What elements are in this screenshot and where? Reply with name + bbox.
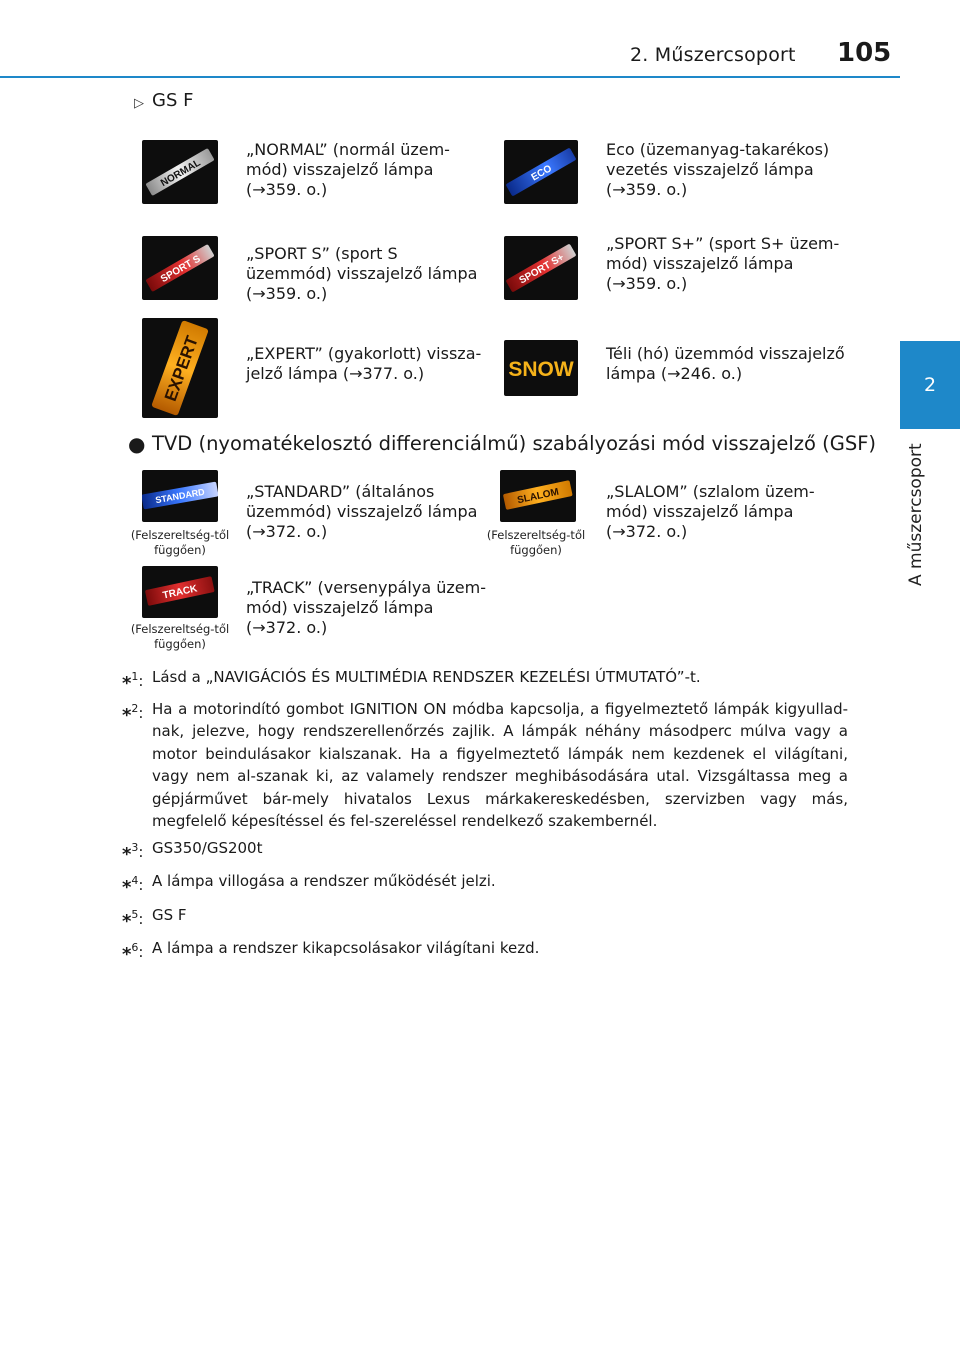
footnote-text: A lámpa villogása a rendszer működését jelzi. [152, 872, 496, 890]
normal-indicator-icon [142, 140, 218, 204]
chapter-tab [900, 341, 960, 429]
svg-text:TRACK: TRACK [161, 583, 199, 602]
eco-description: Eco (üzemanyag-takarékos) vezetés visszajelző lámpa (→359. o.) [606, 140, 830, 199]
sport-s-plus-description: „SPORT S+” (sport S+ üzem-mód) visszajelző lámpa (→359. o.) [606, 234, 840, 293]
eco-indicator-icon [504, 140, 578, 204]
gsf-heading: GS F [152, 90, 194, 111]
snow-description: Téli (hó) üzemmód visszajelző lámpa (→246. o.) [606, 344, 845, 383]
track-description: „TRACK” (versenypálya üzem-mód) visszajelző lámpa (→372. o.) [246, 578, 486, 637]
svg-text:EXPERT: EXPERT [160, 333, 202, 404]
slalom-description: „SLALOM” (szlalom üzem-mód) visszajelző lámpa (→372. o.) [606, 482, 815, 541]
footnote-mark: *$^1$: [122, 670, 144, 694]
footnote-mark: *$^2$: [122, 701, 144, 726]
chapter-number: 2 [923, 374, 937, 396]
footnote-6 [122, 937, 848, 967]
footnote-3 [122, 837, 848, 867]
expert-indicator-icon [142, 318, 218, 418]
svg-text:SPORT S: SPORT S [158, 253, 203, 286]
footnote-mark: *$^4$: [122, 874, 144, 898]
svg-text:STANDARD: STANDARD [154, 486, 206, 506]
section-title: 2. Műszercsoport [630, 44, 796, 66]
standard-caption: (Felszereltség-től függően) [130, 528, 230, 557]
svg-text:SNOW: SNOW [508, 358, 574, 381]
snow-indicator-icon [504, 340, 578, 396]
track-caption: (Felszereltség-től függően) [130, 622, 230, 651]
footnote-text: GS350/GS200t [152, 838, 263, 857]
chapter-label: A műszercsoport [906, 443, 926, 586]
footnote-text: GS F [152, 905, 187, 924]
normal-description: „NORMAL” (normál üzem-mód) visszajelző lámpa (→359. o.) [246, 140, 450, 199]
footnote-mark: *$^5$: [122, 907, 144, 932]
footnote-mark: *$^6$: [122, 941, 144, 965]
sport-s-plus-indicator-icon [504, 236, 578, 300]
header-rule [0, 76, 900, 78]
bullet-icon: ● [128, 432, 146, 456]
expert-description: „EXPERT” (gyakorlott) vissza-jelző lámpa (→377. o.) [246, 344, 482, 383]
chapter-label-container [902, 436, 930, 596]
footnote-mark: *$^3$: [122, 840, 144, 865]
footnotes [122, 666, 848, 967]
svg-text:SLALOM: SLALOM [516, 486, 560, 507]
footnote-5 [122, 904, 848, 934]
svg-text:ECO: ECO [529, 163, 554, 184]
triangle-arrow-icon: ▷ [134, 96, 144, 111]
footnote-2 [122, 698, 848, 833]
standard-description: „STANDARD” (általános üzemmód) visszajelző lámpa (→372. o.) [246, 482, 478, 541]
slalom-indicator-icon [500, 470, 576, 522]
footnote-1 [122, 666, 848, 696]
slalom-caption: (Felszereltség-től függően) [486, 528, 586, 557]
footnote-text: Lásd a „NAVIGÁCIÓS ÉS MULTIMÉDIA RENDSZER KEZELÉSI ÚTMUTATÓ”-t. [152, 668, 701, 686]
svg-text:SPORT S+: SPORT S+ [517, 252, 567, 287]
sport-s-indicator-icon [142, 236, 218, 300]
svg-text:NORMAL: NORMAL [158, 157, 203, 190]
standard-indicator-icon [142, 470, 218, 522]
footnote-4 [122, 870, 848, 900]
page-number: 105 [837, 38, 892, 68]
footnote-text: A lámpa a rendszer kikapcsolásakor világítani kezd. [152, 939, 540, 957]
sport-s-description: „SPORT S” (sport S üzemmód) visszajelző lámpa (→359. o.) [246, 244, 478, 303]
tvd-heading: TVD (nyomatékelosztó differenciálmű) szabályozási mód visszajelző (GSF) [152, 432, 877, 455]
footnote-text: Ha a motorindító gombot IGNITION ON módba kapcsolja, a figyelmeztető lámpák kigyullad-nak, jelezve, hogy rendszerellenőrzés zajlik. A lámpák néhány másodperc múlva vagy a motor beindulásakor kialszanak. Ha a figyelmeztető lámpák nem kezdenek el világítani, vagy nem al-szanak ki, az valamely rendszer meghibásodására utal. Vizsgáltassa meg a gépjárművet bár-mely hivatalos Lexus márkakereskedésben, szervizben vagy más, megfelelő képesítéssel és fel-szereléssel rendelkező szakembernél. [152, 699, 848, 830]
track-indicator-icon [142, 566, 218, 618]
